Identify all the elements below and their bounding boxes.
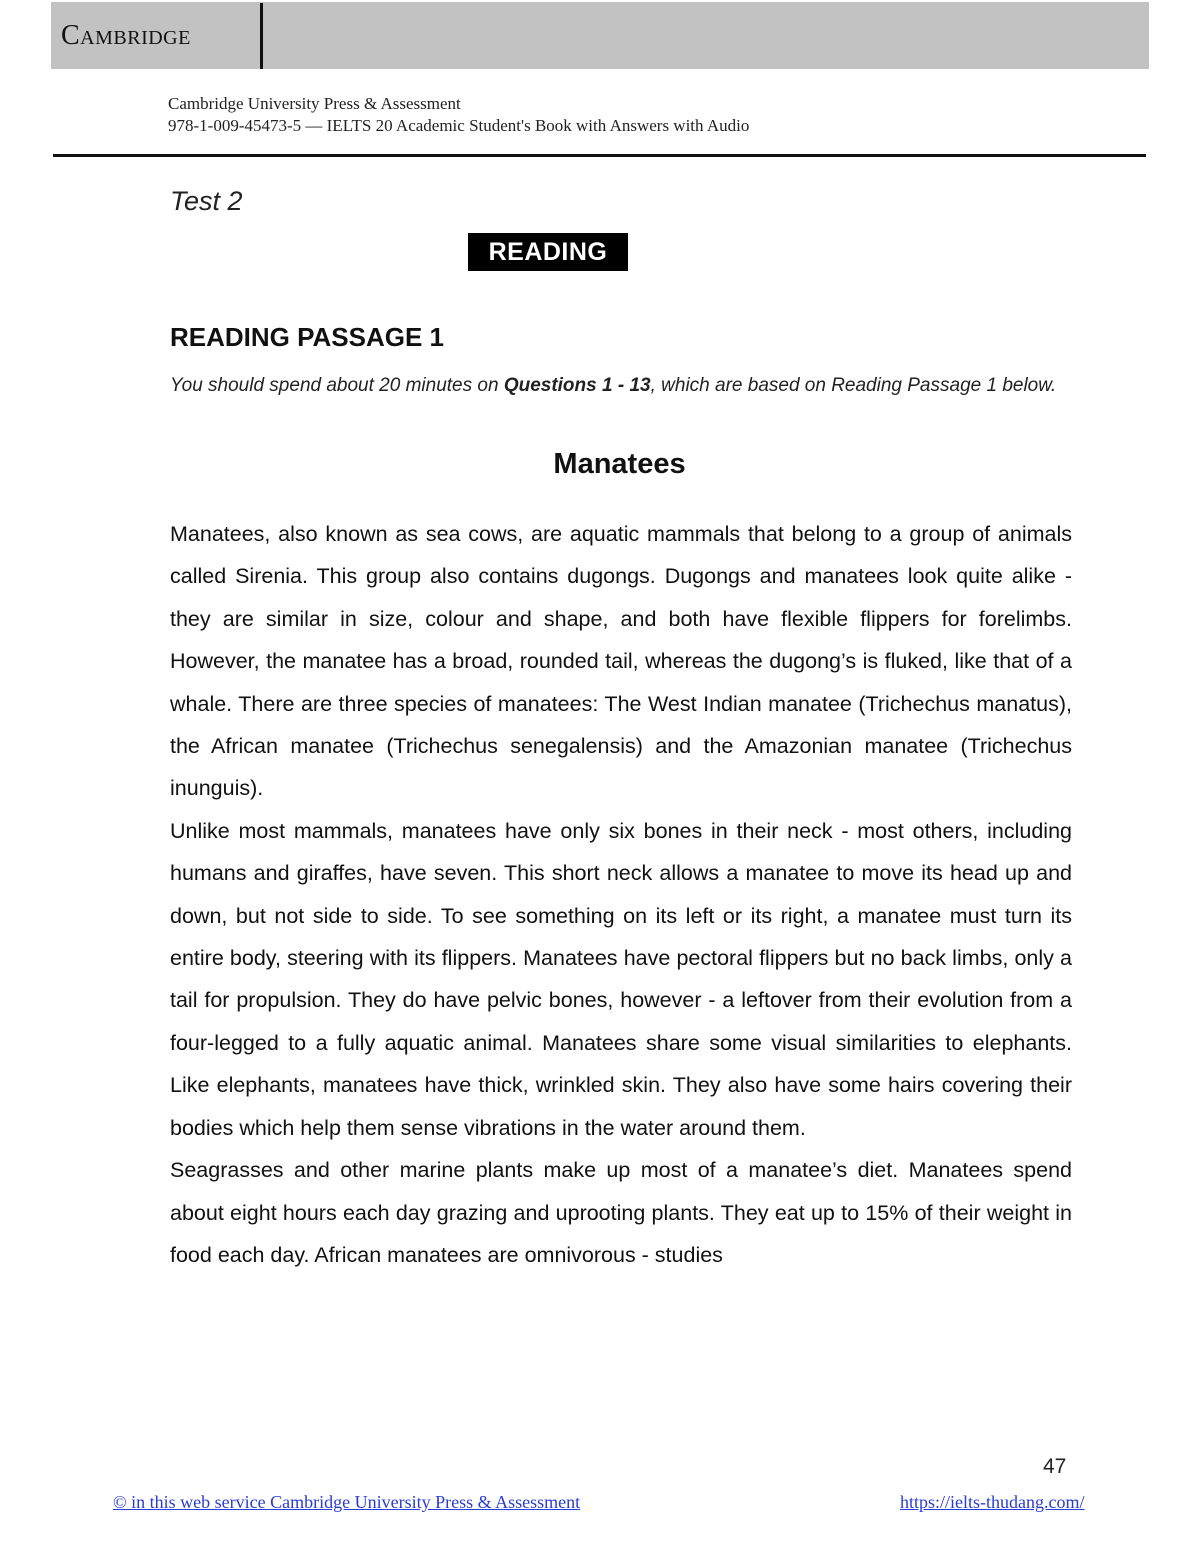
website-link[interactable]: https://ielts-thudang.com/: [900, 1492, 1085, 1512]
instructions: [170, 366, 1072, 406]
copyright-link[interactable]: © in this web service Cambridge University Press & Assessment: [113, 1492, 581, 1512]
header-divider: [260, 3, 263, 69]
article-body: [170, 513, 1072, 1276]
brand-logo: Cambridge: [61, 20, 191, 51]
instructions-before: You should spend about 20 minutes on: [170, 375, 504, 396]
header-band: [51, 2, 1149, 69]
article-paragraph: Unlike most mammals, manatees have only six bones in their neck - most others, including humans and giraffes, have seven. This short neck allows a manatee to move its head up and down, but not side to side. To see something on its left or its right, a manatee must turn its entire body, steering with its flippers. Manatees have pectoral flippers but no back limbs, only a tail for propulsion. They do have pelvic bones, however - a leftover from their evolution from a four-legged to a fully aquatic animal. Manatees share some visual similarities to elephants. Like elephants, manatees have thick, wrinkled skin. They also have some hairs covering their bodies which help them sense vibrations in the water around them.: [170, 818, 1072, 1140]
article-paragraph: Seagrasses and other marine plants make up most of a manatee’s diet. Manatees spend about eight hours each day grazing and uprooting plants. They eat up to 15% of their weight in food each day. African manatees are omnivorous - studies: [170, 1158, 1072, 1267]
header-rule: [53, 154, 1146, 157]
section-badge: READING: [468, 233, 628, 271]
page-number: 47: [1043, 1455, 1067, 1478]
article-title: Manatees: [553, 448, 686, 480]
test-label: Test 2: [170, 186, 243, 216]
instructions-after: , which are based on Reading Passage 1 below.: [650, 375, 1057, 396]
article-paragraph: Manatees, also known as sea cows, are aquatic mammals that belong to a group of animals called Sirenia. This group also contains dugongs. Dugongs and manatees look quite alike - they are similar in size, colour and shape, and both have flexible flippers for forelimbs. However, the manatee has a broad, rounded tail, whereas the dugong’s is fluked, like that of a whale. There are three species of manatees: The West Indian manatee (Trichechus manatus), the African manatee (Trichechus senegalensis) and the Amazonian manatee (Trichechus inunguis).: [170, 522, 1072, 801]
instructions-questions: Questions 1 - 13: [503, 375, 651, 396]
publisher-line: Cambridge University Press & Assessment: [168, 94, 461, 113]
isbn-title-line: 978-1-009-45473-5 — IELTS 20 Academic Student's Book with Answers with Audio: [168, 116, 750, 135]
passage-heading: READING PASSAGE 1: [170, 322, 445, 352]
